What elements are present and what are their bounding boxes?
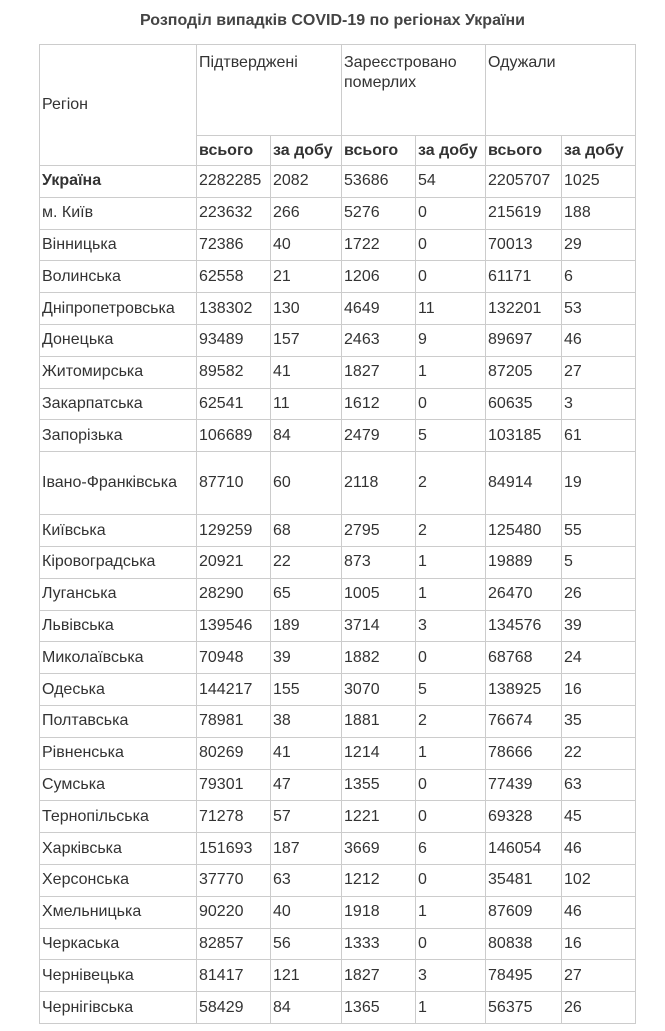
deaths-per-day-cell: 0 xyxy=(416,388,486,420)
region-cell: Чернівецька xyxy=(40,960,197,992)
confirmed-total-cell: 151693 xyxy=(197,833,271,865)
header-recovered-total: всього xyxy=(486,136,562,166)
deaths-total-cell: 1827 xyxy=(342,960,416,992)
confirmed-total-cell: 82857 xyxy=(197,928,271,960)
table-row xyxy=(40,229,636,261)
confirmed-total-cell: 58429 xyxy=(197,992,271,1024)
deaths-total-cell: 1206 xyxy=(342,261,416,293)
recovered-per-day-cell: 27 xyxy=(562,960,636,992)
recovered-per-day-cell: 45 xyxy=(562,801,636,833)
recovered-per-day-cell: 55 xyxy=(562,515,636,547)
deaths-total-cell: 3070 xyxy=(342,674,416,706)
table-row xyxy=(40,420,636,452)
confirmed-total-cell: 71278 xyxy=(197,801,271,833)
recovered-per-day-cell: 53 xyxy=(562,293,636,325)
deaths-per-day-cell: 2 xyxy=(416,452,486,515)
recovered-per-day-cell: 3 xyxy=(562,388,636,420)
recovered-per-day-cell: 46 xyxy=(562,833,636,865)
recovered-per-day-cell: 16 xyxy=(562,928,636,960)
region-cell: Україна xyxy=(40,166,197,198)
recovered-total-cell: 56375 xyxy=(486,992,562,1024)
confirmed-per-day-cell: 121 xyxy=(271,960,342,992)
deaths-per-day-cell: 0 xyxy=(416,928,486,960)
deaths-per-day-cell: 2 xyxy=(416,705,486,737)
recovered-total-cell: 134576 xyxy=(486,610,562,642)
confirmed-per-day-cell: 60 xyxy=(271,452,342,515)
confirmed-per-day-cell: 84 xyxy=(271,992,342,1024)
table-row xyxy=(40,642,636,674)
deaths-total-cell: 1355 xyxy=(342,769,416,801)
recovered-total-cell: 60635 xyxy=(486,388,562,420)
confirmed-per-day-cell: 56 xyxy=(271,928,342,960)
confirmed-total-cell: 144217 xyxy=(197,674,271,706)
deaths-per-day-cell: 1 xyxy=(416,896,486,928)
confirmed-total-cell: 138302 xyxy=(197,293,271,325)
recovered-per-day-cell: 5 xyxy=(562,546,636,578)
recovered-total-cell: 215619 xyxy=(486,197,562,229)
confirmed-total-cell: 62541 xyxy=(197,388,271,420)
recovered-total-cell: 87609 xyxy=(486,896,562,928)
deaths-per-day-cell: 3 xyxy=(416,610,486,642)
header-deaths-per-day: за добу xyxy=(416,136,486,166)
recovered-total-cell: 125480 xyxy=(486,515,562,547)
confirmed-per-day-cell: 21 xyxy=(271,261,342,293)
table-row xyxy=(40,293,636,325)
deaths-total-cell: 1212 xyxy=(342,864,416,896)
recovered-per-day-cell: 46 xyxy=(562,324,636,356)
region-cell: Львівська xyxy=(40,610,197,642)
region-cell: Запорізька xyxy=(40,420,197,452)
deaths-per-day-cell: 54 xyxy=(416,166,486,198)
deaths-total-cell: 1881 xyxy=(342,705,416,737)
region-cell: Черкаська xyxy=(40,928,197,960)
table-row xyxy=(40,833,636,865)
confirmed-total-cell: 93489 xyxy=(197,324,271,356)
recovered-per-day-cell: 39 xyxy=(562,610,636,642)
table-row xyxy=(40,896,636,928)
deaths-total-cell: 2479 xyxy=(342,420,416,452)
table-row xyxy=(40,960,636,992)
header-recovered-per-day: за добу xyxy=(562,136,636,166)
table-row xyxy=(40,356,636,388)
recovered-total-cell: 87205 xyxy=(486,356,562,388)
deaths-per-day-cell: 5 xyxy=(416,674,486,706)
header-confirmed-per-day: за добу xyxy=(271,136,342,166)
deaths-per-day-cell: 1 xyxy=(416,546,486,578)
deaths-total-cell: 1005 xyxy=(342,578,416,610)
region-cell: Житомирська xyxy=(40,356,197,388)
recovered-per-day-cell: 46 xyxy=(562,896,636,928)
confirmed-per-day-cell: 41 xyxy=(271,737,342,769)
recovered-total-cell: 132201 xyxy=(486,293,562,325)
header-region: Регіон xyxy=(40,45,197,166)
deaths-per-day-cell: 3 xyxy=(416,960,486,992)
confirmed-total-cell: 90220 xyxy=(197,896,271,928)
deaths-per-day-cell: 11 xyxy=(416,293,486,325)
deaths-total-cell: 2463 xyxy=(342,324,416,356)
table-row xyxy=(40,928,636,960)
recovered-per-day-cell: 61 xyxy=(562,420,636,452)
region-cell: Івано-Франківська xyxy=(40,452,197,515)
deaths-total-cell: 53686 xyxy=(342,166,416,198)
recovered-total-cell: 138925 xyxy=(486,674,562,706)
confirmed-total-cell: 80269 xyxy=(197,737,271,769)
deaths-per-day-cell: 1 xyxy=(416,578,486,610)
deaths-total-cell: 1612 xyxy=(342,388,416,420)
table-row xyxy=(40,769,636,801)
recovered-total-cell: 78495 xyxy=(486,960,562,992)
confirmed-total-cell: 62558 xyxy=(197,261,271,293)
recovered-per-day-cell: 27 xyxy=(562,356,636,388)
header-row-groups xyxy=(40,45,636,136)
deaths-per-day-cell: 0 xyxy=(416,801,486,833)
deaths-total-cell: 1918 xyxy=(342,896,416,928)
region-cell: Чернігівська xyxy=(40,992,197,1024)
table-row xyxy=(40,578,636,610)
table-row xyxy=(40,864,636,896)
confirmed-total-cell: 223632 xyxy=(197,197,271,229)
region-cell: Одеська xyxy=(40,674,197,706)
region-cell: Харківська xyxy=(40,833,197,865)
table-row xyxy=(40,992,636,1024)
confirmed-total-cell: 79301 xyxy=(197,769,271,801)
header-deaths: Зареєстровано померлих xyxy=(342,45,486,136)
confirmed-total-cell: 37770 xyxy=(197,864,271,896)
deaths-per-day-cell: 1 xyxy=(416,356,486,388)
region-cell: Полтавська xyxy=(40,705,197,737)
recovered-per-day-cell: 26 xyxy=(562,578,636,610)
recovered-total-cell: 26470 xyxy=(486,578,562,610)
table-row xyxy=(40,452,636,515)
recovered-total-cell: 84914 xyxy=(486,452,562,515)
confirmed-total-cell: 70948 xyxy=(197,642,271,674)
region-cell: Херсонська xyxy=(40,864,197,896)
deaths-per-day-cell: 0 xyxy=(416,864,486,896)
confirmed-total-cell: 129259 xyxy=(197,515,271,547)
deaths-total-cell: 5276 xyxy=(342,197,416,229)
confirmed-total-cell: 87710 xyxy=(197,452,271,515)
recovered-per-day-cell: 24 xyxy=(562,642,636,674)
deaths-per-day-cell: 0 xyxy=(416,642,486,674)
deaths-total-cell: 2118 xyxy=(342,452,416,515)
recovered-total-cell: 89697 xyxy=(486,324,562,356)
confirmed-total-cell: 72386 xyxy=(197,229,271,261)
confirmed-per-day-cell: 2082 xyxy=(271,166,342,198)
region-cell: Миколаївська xyxy=(40,642,197,674)
deaths-per-day-cell: 1 xyxy=(416,737,486,769)
confirmed-per-day-cell: 266 xyxy=(271,197,342,229)
header-confirmed-total: всього xyxy=(197,136,271,166)
recovered-total-cell: 19889 xyxy=(486,546,562,578)
page-title: Розподіл випадків COVID-19 по регіонах України xyxy=(140,12,525,29)
table-row xyxy=(40,324,636,356)
confirmed-total-cell: 2282285 xyxy=(197,166,271,198)
recovered-per-day-cell: 26 xyxy=(562,992,636,1024)
recovered-per-day-cell: 102 xyxy=(562,864,636,896)
deaths-total-cell: 1214 xyxy=(342,737,416,769)
deaths-total-cell: 3669 xyxy=(342,833,416,865)
confirmed-per-day-cell: 57 xyxy=(271,801,342,833)
recovered-per-day-cell: 19 xyxy=(562,452,636,515)
deaths-total-cell: 1722 xyxy=(342,229,416,261)
recovered-per-day-cell: 63 xyxy=(562,769,636,801)
confirmed-per-day-cell: 40 xyxy=(271,229,342,261)
table-row xyxy=(40,705,636,737)
recovered-per-day-cell: 29 xyxy=(562,229,636,261)
recovered-per-day-cell: 1025 xyxy=(562,166,636,198)
deaths-total-cell: 3714 xyxy=(342,610,416,642)
confirmed-per-day-cell: 40 xyxy=(271,896,342,928)
confirmed-total-cell: 20921 xyxy=(197,546,271,578)
deaths-total-cell: 2795 xyxy=(342,515,416,547)
deaths-per-day-cell: 2 xyxy=(416,515,486,547)
table-row xyxy=(40,674,636,706)
covid-regions-table xyxy=(39,44,636,1024)
region-cell: Закарпатська xyxy=(40,388,197,420)
recovered-total-cell: 68768 xyxy=(486,642,562,674)
table-row xyxy=(40,515,636,547)
region-cell: Хмельницька xyxy=(40,896,197,928)
confirmed-per-day-cell: 84 xyxy=(271,420,342,452)
table-row xyxy=(40,261,636,293)
deaths-total-cell: 1882 xyxy=(342,642,416,674)
table-row xyxy=(40,737,636,769)
recovered-per-day-cell: 22 xyxy=(562,737,636,769)
confirmed-per-day-cell: 38 xyxy=(271,705,342,737)
region-cell: Київська xyxy=(40,515,197,547)
deaths-total-cell: 4649 xyxy=(342,293,416,325)
table-row xyxy=(40,197,636,229)
confirmed-total-cell: 89582 xyxy=(197,356,271,388)
confirmed-per-day-cell: 65 xyxy=(271,578,342,610)
region-cell: Кіровоградська xyxy=(40,546,197,578)
table-row xyxy=(40,610,636,642)
confirmed-per-day-cell: 189 xyxy=(271,610,342,642)
deaths-per-day-cell: 9 xyxy=(416,324,486,356)
recovered-per-day-cell: 35 xyxy=(562,705,636,737)
header-deaths-total: всього xyxy=(342,136,416,166)
region-cell: Тернопільська xyxy=(40,801,197,833)
recovered-total-cell: 77439 xyxy=(486,769,562,801)
confirmed-total-cell: 81417 xyxy=(197,960,271,992)
recovered-total-cell: 80838 xyxy=(486,928,562,960)
region-cell: Вінницька xyxy=(40,229,197,261)
region-cell: Луганська xyxy=(40,578,197,610)
recovered-total-cell: 70013 xyxy=(486,229,562,261)
deaths-per-day-cell: 0 xyxy=(416,229,486,261)
recovered-per-day-cell: 188 xyxy=(562,197,636,229)
region-cell: Донецька xyxy=(40,324,197,356)
deaths-per-day-cell: 0 xyxy=(416,769,486,801)
recovered-total-cell: 61171 xyxy=(486,261,562,293)
table-row xyxy=(40,166,636,198)
deaths-per-day-cell: 1 xyxy=(416,992,486,1024)
confirmed-per-day-cell: 11 xyxy=(271,388,342,420)
deaths-total-cell: 873 xyxy=(342,546,416,578)
confirmed-per-day-cell: 39 xyxy=(271,642,342,674)
confirmed-per-day-cell: 41 xyxy=(271,356,342,388)
recovered-total-cell: 35481 xyxy=(486,864,562,896)
confirmed-per-day-cell: 157 xyxy=(271,324,342,356)
recovered-total-cell: 103185 xyxy=(486,420,562,452)
confirmed-per-day-cell: 63 xyxy=(271,864,342,896)
deaths-per-day-cell: 0 xyxy=(416,197,486,229)
confirmed-total-cell: 28290 xyxy=(197,578,271,610)
recovered-total-cell: 2205707 xyxy=(486,166,562,198)
deaths-per-day-cell: 6 xyxy=(416,833,486,865)
header-recovered: Одужали xyxy=(486,45,636,136)
deaths-per-day-cell: 5 xyxy=(416,420,486,452)
region-cell: м. Київ xyxy=(40,197,197,229)
deaths-total-cell: 1333 xyxy=(342,928,416,960)
recovered-per-day-cell: 6 xyxy=(562,261,636,293)
confirmed-per-day-cell: 187 xyxy=(271,833,342,865)
table-row xyxy=(40,388,636,420)
confirmed-per-day-cell: 68 xyxy=(271,515,342,547)
confirmed-per-day-cell: 155 xyxy=(271,674,342,706)
confirmed-total-cell: 139546 xyxy=(197,610,271,642)
recovered-total-cell: 76674 xyxy=(486,705,562,737)
deaths-total-cell: 1365 xyxy=(342,992,416,1024)
region-cell: Волинська xyxy=(40,261,197,293)
header-confirmed: Підтверджені xyxy=(197,45,342,136)
deaths-total-cell: 1827 xyxy=(342,356,416,388)
deaths-per-day-cell: 0 xyxy=(416,261,486,293)
recovered-total-cell: 69328 xyxy=(486,801,562,833)
recovered-per-day-cell: 16 xyxy=(562,674,636,706)
recovered-total-cell: 146054 xyxy=(486,833,562,865)
region-cell: Рівненська xyxy=(40,737,197,769)
confirmed-total-cell: 78981 xyxy=(197,705,271,737)
confirmed-per-day-cell: 22 xyxy=(271,546,342,578)
table-row xyxy=(40,546,636,578)
confirmed-per-day-cell: 47 xyxy=(271,769,342,801)
region-cell: Дніпропетровська xyxy=(40,293,197,325)
confirmed-per-day-cell: 130 xyxy=(271,293,342,325)
region-cell: Сумська xyxy=(40,769,197,801)
confirmed-total-cell: 106689 xyxy=(197,420,271,452)
recovered-total-cell: 78666 xyxy=(486,737,562,769)
table-row xyxy=(40,801,636,833)
deaths-total-cell: 1221 xyxy=(342,801,416,833)
